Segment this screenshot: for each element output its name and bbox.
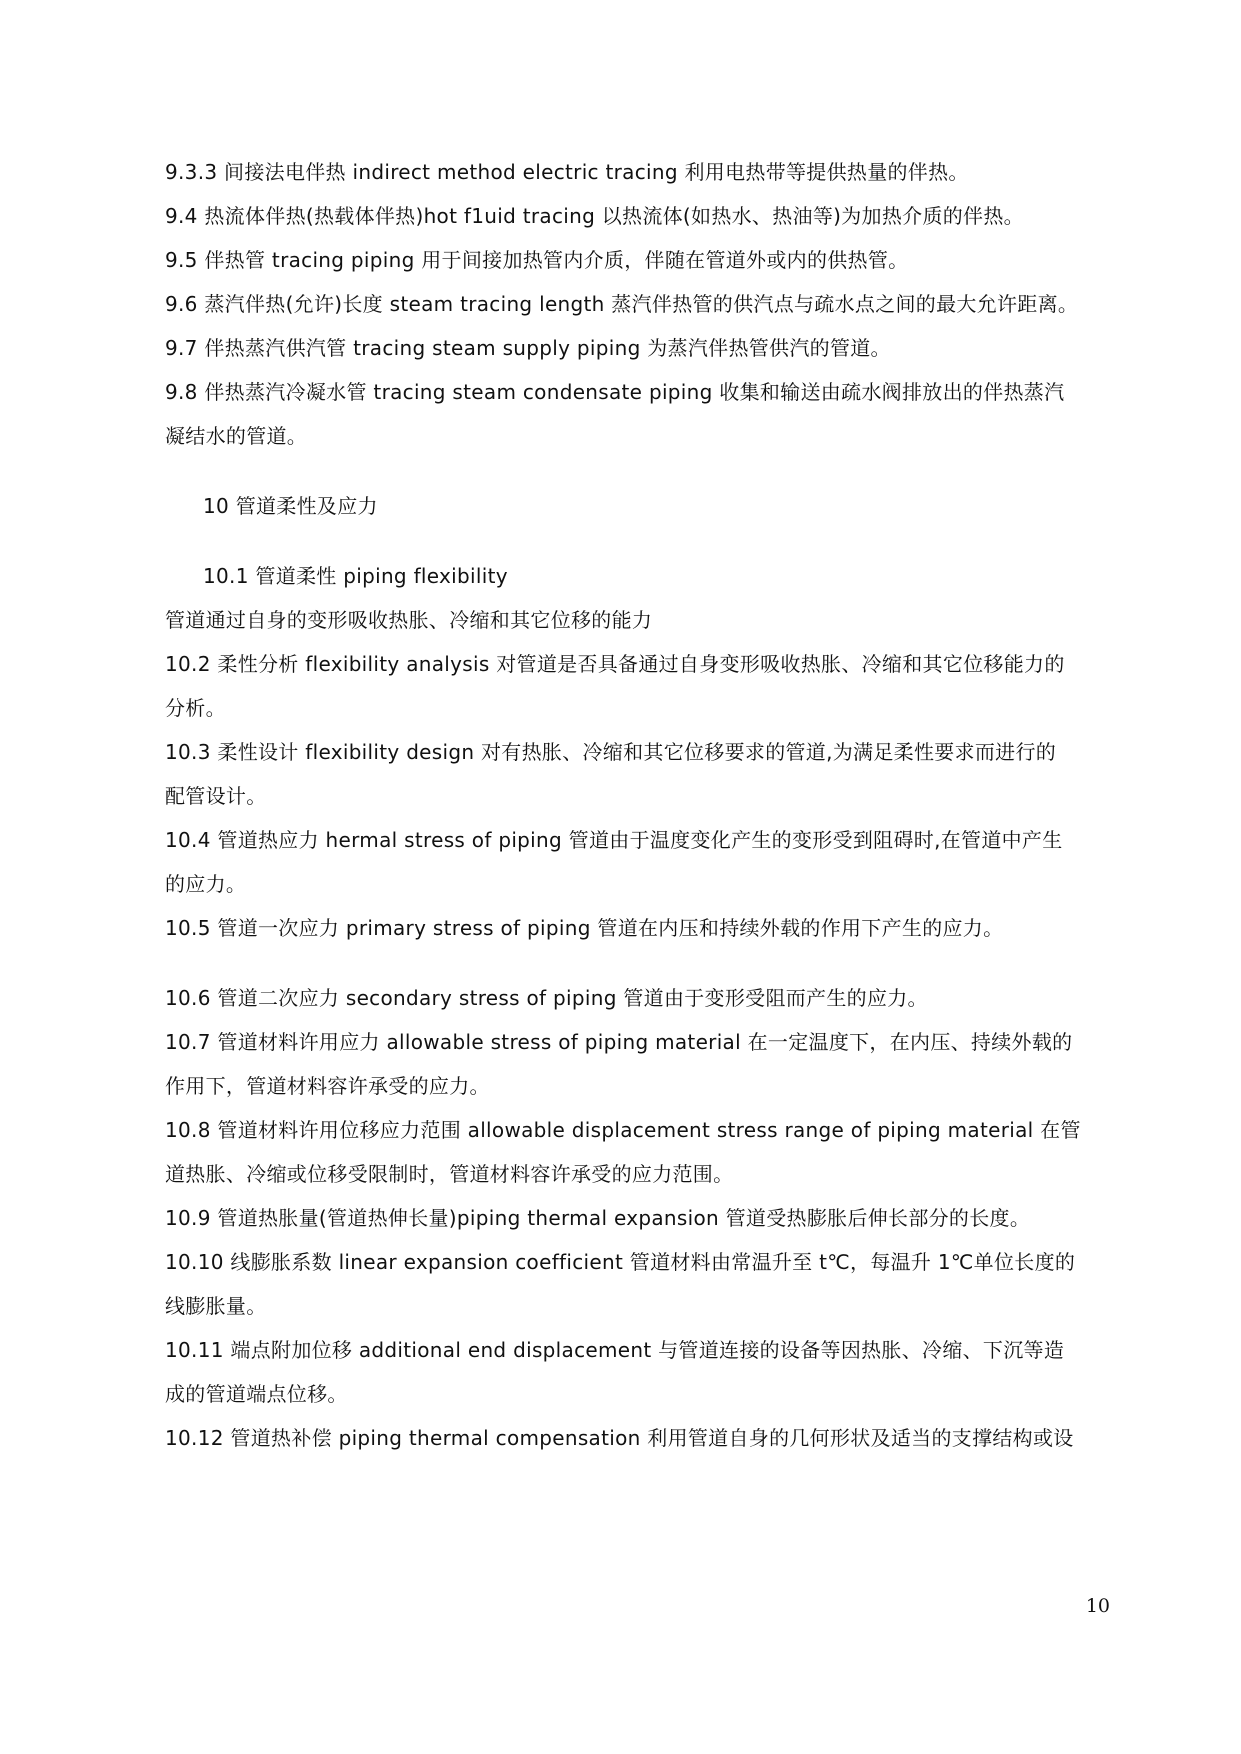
- text-line: 分析。: [165, 696, 226, 720]
- text-line: 9.6 蒸汽伴热(允许)长度 steam tracing length 蒸汽伴热管的供汽点与疏水点之间的最大允许距离。: [165, 292, 1079, 316]
- text-line: 10.2 柔性分析 flexibility analysis 对管道是否具备通过自身变形吸收热胀、冷缩和其它位移能力的: [165, 652, 1065, 676]
- text-line: 配管设计。: [165, 784, 267, 808]
- text-line: 10.12 管道热补偿 piping thermal compensation 利用管道自身的几何形状及适当的支撑结构或设: [165, 1426, 1074, 1450]
- text-line: 作用下，管道材料容许承受的应力。: [165, 1074, 490, 1098]
- text-line: 10.4 管道热应力 hermal stress of piping 管道由于温度变化产生的变形受到阻碍时,在管道中产生: [165, 828, 1063, 852]
- section-heading: 10.1 管道柔性 piping flexibility: [203, 564, 508, 588]
- text-line: 成的管道端点位移。: [165, 1382, 348, 1406]
- text-line: 9.5 伴热管 tracing piping 用于间接加热管内介质，伴随在管道外或内的供热管。: [165, 248, 909, 272]
- text-line: 10.7 管道材料许用应力 allowable stress of piping material 在一定温度下，在内压、持续外载的: [165, 1030, 1073, 1054]
- text-line: 9.3.3 间接法电伴热 indirect method electric tracing 利用电热带等提供热量的伴热。: [165, 160, 969, 184]
- text-line: 管道通过自身的变形吸收热胀、冷缩和其它位移的能力: [165, 608, 653, 632]
- page-number: 10: [1085, 1595, 1110, 1617]
- text-line: 线膨胀量。: [165, 1294, 267, 1318]
- text-line: 道热胀、冷缩或位移受限制时，管道材料容许承受的应力范围。: [165, 1162, 734, 1186]
- section-heading: 10 管道柔性及应力: [203, 494, 378, 518]
- text-line: 凝结水的管道。: [165, 424, 308, 448]
- text-line: 10.10 线膨胀系数 linear expansion coefficient 管道材料由常温升至 t℃，每温升 1℃单位长度的: [165, 1250, 1076, 1274]
- text-line: 9.4 热流体伴热(热载体伴热)hot f1uid tracing 以热流体(如热水、热油等)为加热介质的伴热。: [165, 204, 1024, 228]
- text-line: 9.7 伴热蒸汽供汽管 tracing steam supply piping 为蒸汽伴热管供汽的管道。: [165, 336, 891, 360]
- text-line: 10.3 柔性设计 flexibility design 对有热胀、冷缩和其它位移要求的管道,为满足柔性要求而进行的: [165, 740, 1057, 764]
- text-line: 10.5 管道一次应力 primary stress of piping 管道在内压和持续外载的作用下产生的应力。: [165, 916, 1004, 940]
- text-line: 10.11 端点附加位移 additional end displacement 与管道连接的设备等因热胀、冷缩、下沉等造: [165, 1338, 1065, 1362]
- text-line: 的应力。: [165, 872, 247, 896]
- text-line: 10.8 管道材料许用位移应力范围 allowable displacement stress range of piping material 在管: [165, 1118, 1081, 1142]
- text-line: 9.8 伴热蒸汽冷凝水管 tracing steam condensate piping 收集和输送由疏水阀排放出的伴热蒸汽: [165, 380, 1065, 404]
- text-line: 10.6 管道二次应力 secondary stress of piping 管道由于变形受阻而产生的应力。: [165, 986, 928, 1010]
- text-line: 10.9 管道热胀量(管道热伸长量)piping thermal expansion 管道受热膨胀后伸长部分的长度。: [165, 1206, 1031, 1230]
